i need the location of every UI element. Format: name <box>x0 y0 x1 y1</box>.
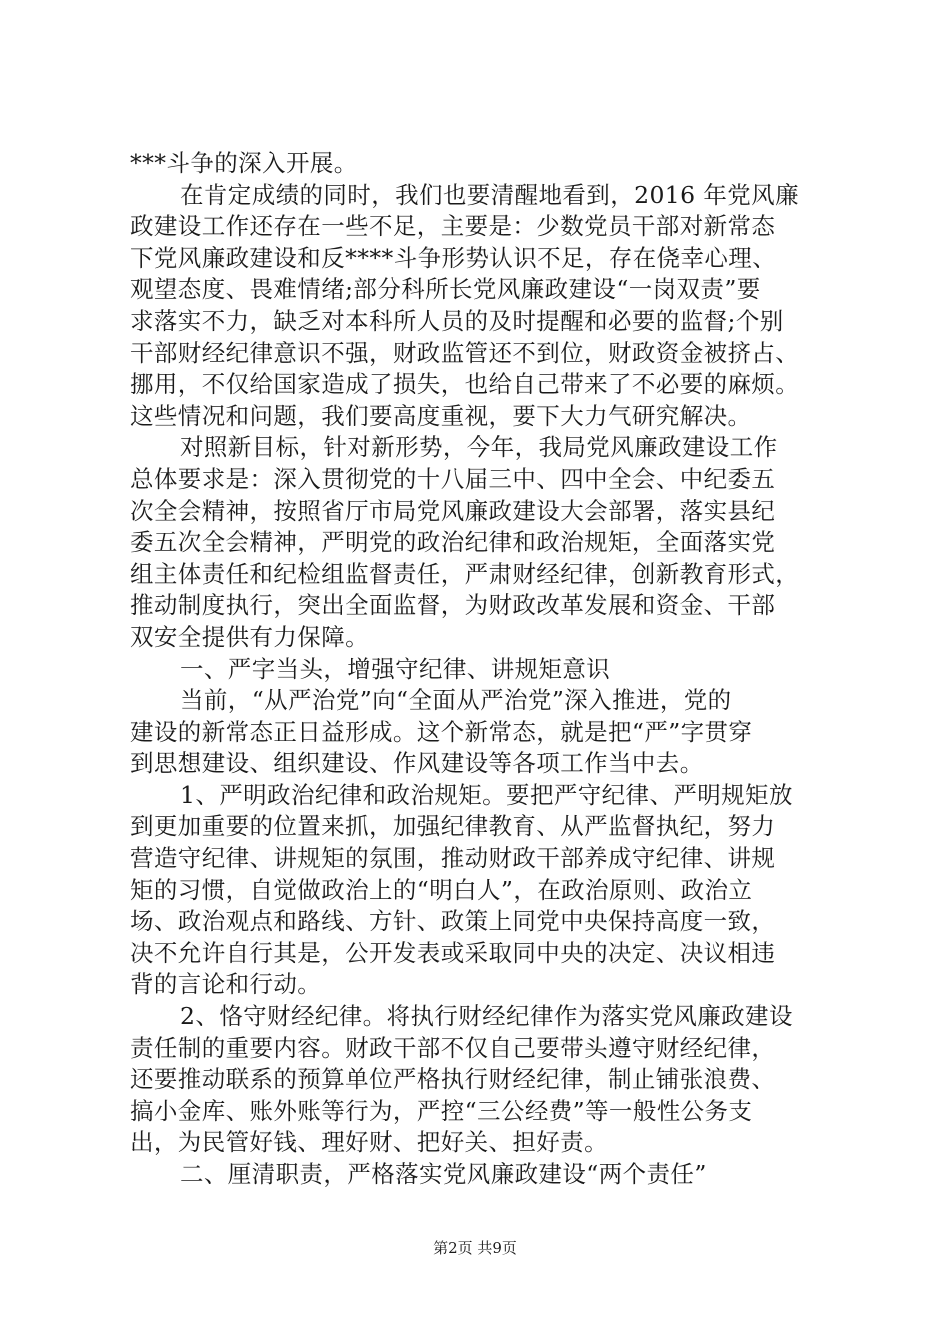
paragraph-first-line: 1、严明政治纪律和政治规矩。要把严守纪律、严明规矩放 <box>180 780 793 809</box>
page-number-footer: 第2页 共9页 <box>433 1239 517 1257</box>
text-line: 政建设工作还存在一些不足，主要是：少数党员干部对新常态 <box>130 212 776 241</box>
text-line: ***斗争的深入开展。 <box>130 149 358 177</box>
text-line: 观望态度、畏难情绪;部分科所长党风廉政建设“一岗双责”要 <box>130 275 761 304</box>
text-line: 干部财经纪律意识不强，财政监管还不到位，财政资金被挤占、 <box>130 338 800 367</box>
section-heading-2: 二、厘清职责，严格落实党风廉政建设“两个责任” <box>180 1160 707 1188</box>
text-line: 还要推动联系的预算单位严格执行财经纪律，制止铺张浪费、 <box>130 1065 776 1094</box>
document-body <box>130 148 832 1191</box>
text-line: 场、政治观点和路线、方针、政策上同党中央保持高度一致， <box>130 907 776 936</box>
text-line: 组主体责任和纪检组监督责任，严肃财经纪律，创新教育形式， <box>130 559 800 588</box>
text-line: 这些情况和问题，我们要高度重视，要下大力气研究解决。 <box>130 401 752 430</box>
text-line: 搞小金库、账外账等行为，严控“三公经费”等一般性公务支 <box>130 1096 753 1125</box>
paragraph-first-line: 当前，“从严治党”向“全面从严治党”深入推进，党的 <box>180 686 732 715</box>
text-line: 委五次全会精神，严明党的政治纪律和政治规矩，全面落实党 <box>130 528 776 557</box>
text-line: 到更加重要的位置来抓，加强纪律教育、从严监督执纪，努力 <box>130 812 776 841</box>
text-line: 双安全提供有力保障。 <box>130 622 369 651</box>
text-line: 责任制的重要内容。财政干部不仅自己要带头遵守财经纪律， <box>130 1033 776 1062</box>
text-line: 求落实不力，缺乏对本科所人员的及时提醒和必要的监督;个别 <box>130 306 784 335</box>
text-line: 出，为民管好钱、理好财、把好关、担好责。 <box>130 1128 608 1157</box>
text-line: 次全会精神，按照省厅市局党风廉政建设大会部署，落实县纪 <box>130 496 776 525</box>
text-line: 背的言论和行动。 <box>130 970 322 999</box>
paragraph-first-line: 在肯定成绩的同时，我们也要清醒地看到，2016 年党风廉 <box>180 180 799 209</box>
text-line: 营造守纪律、讲规矩的氛围，推动财政干部养成守纪律、讲规 <box>130 844 776 873</box>
text-line: 到思想建设、组织建设、作风建设等各项工作当中去。 <box>130 749 704 778</box>
section-heading-1: 一、严字当头，增强守纪律、讲规矩意识 <box>180 654 611 683</box>
text-line: 下党风廉政建设和反****斗争形势认识不足，存在侥幸心理、 <box>130 243 777 272</box>
text-line: 决不允许自行其是，公开发表或采取同中央的决定、决议相违 <box>130 938 776 967</box>
text-line: 矩的习惯，自觉做政治上的“明白人”，在政治原则、政治立 <box>130 875 753 904</box>
paragraph-first-line: 对照新目标，针对新形势，今年，我局党风廉政建设工作 <box>180 433 778 462</box>
text-line: 建设的新常态正日益形成。这个新常态，就是把“严”字贯穿 <box>130 717 753 746</box>
text-line: 总体要求是：深入贯彻党的十八届三中、四中全会、中纪委五 <box>130 464 776 493</box>
text-line: 推动制度执行，突出全面监督，为财政改革发展和资金、干部 <box>130 591 776 620</box>
text-line: 挪用，不仅给国家造成了损失，也给自己带来了不必要的麻烦。 <box>130 370 800 399</box>
paragraph-first-line: 2、恪守财经纪律。将执行财经纪律作为落实党风廉政建设 <box>180 1002 793 1031</box>
